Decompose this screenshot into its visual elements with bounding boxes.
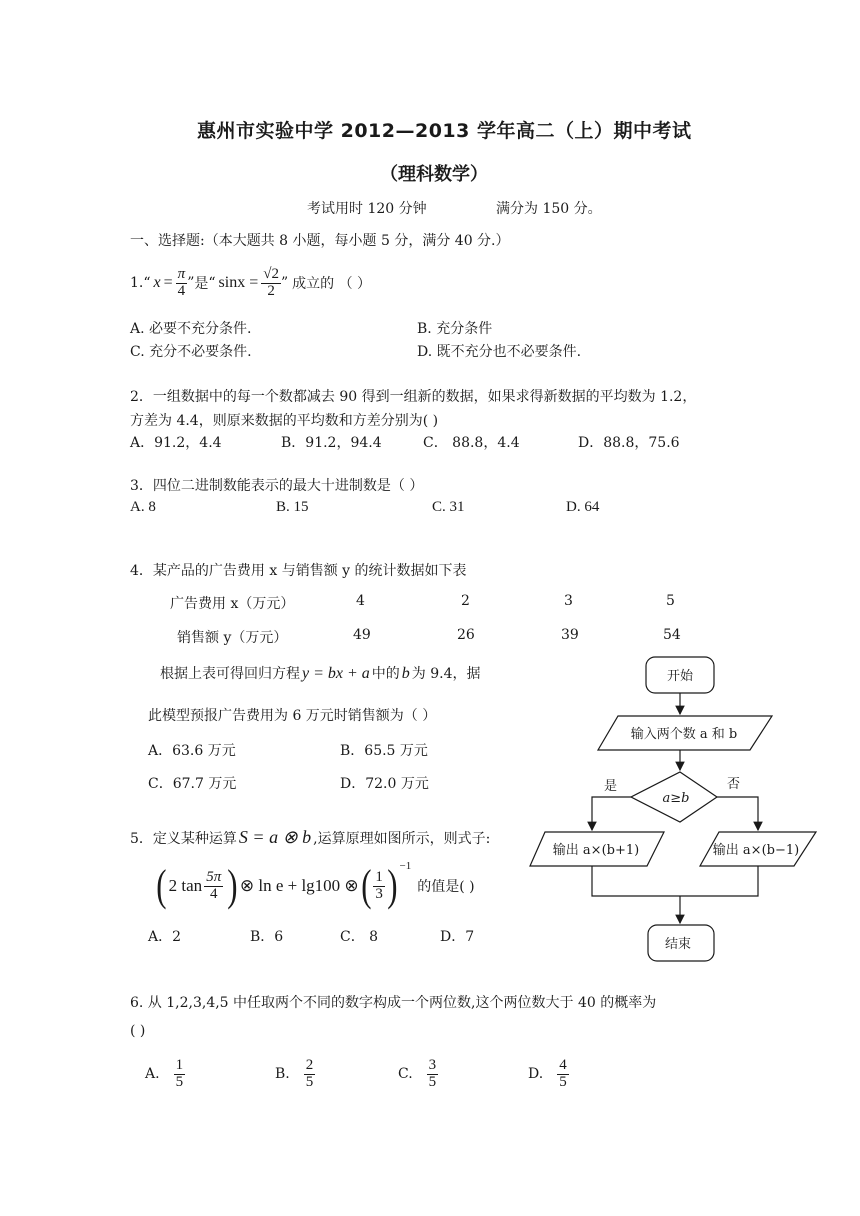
q4-option-d: D．72.0 万元 [340,776,429,792]
q3-option-a: A. 8 [130,499,156,515]
q6-frac [427,1058,439,1091]
flow-input-label: 输入两个数 a 和 b [630,727,738,742]
q5-option-a: A．2 [148,929,182,945]
q4-text: 根据上表可得回归方程 [160,666,300,682]
q6-option-b [275,1052,315,1096]
q6-num: 1 [175,1056,184,1073]
q5-5pi: 5π [206,868,222,885]
exam-subtitle: （理科数学） [380,164,488,185]
q1-quote: “ [143,275,151,291]
q4-table-cell: 5 [666,593,675,609]
flow-output-yes-label: 输出 a×(b+1) [552,843,640,858]
q5-frac-5pi-4 [204,870,223,903]
q4-equation: y = bx + a [302,665,370,682]
q6-den: 5 [305,1073,314,1090]
q1-number: 1. [130,275,144,291]
q5-option-c: C． 8 [340,929,379,945]
q6-den: 5 [559,1073,567,1090]
q6-option-label: A. [145,1066,160,1082]
q5-option-b: B．6 [250,929,284,945]
q2-option-a: A．91.2，4.4 [130,435,222,451]
q1-two: 2 [267,282,275,299]
q5-text: ,运算原理如图所示，则式子: [313,831,491,847]
q6-frac [557,1058,569,1091]
q4-table-cell: 2 [461,593,470,609]
q2-line2: 方差为 4.4，则原来数据的平均数和方差分别为( ) [130,413,439,429]
q1-sinx: sinx = [218,274,259,291]
q4-option-b: B．65.5 万元 [340,743,428,759]
q3-line1: 3．四位二进制数能表示的最大十进制数是（ ） [130,478,424,494]
left-paren: ( [360,861,372,910]
q6-option-d [528,1052,569,1096]
q5-text: 5．定义某种运算 [130,831,237,847]
exam-time: 考试用时 120 分钟 [307,201,427,217]
q6-option-a [145,1052,185,1096]
q5-four: 4 [209,885,218,902]
q4-table-cell: 26 [457,627,475,643]
q1-frac-sqrt2-2 [261,267,281,300]
exam-title: 惠州市实验中学 2012—2013 学年高二（上）期中考试 [197,120,692,142]
q1-quote: “ [208,275,216,291]
q5-option-d: D．7 [440,929,475,945]
q4-line3: 此模型预报广告费用为 6 万元时销售额为（ ） [148,708,437,724]
q3-option-b: B. 15 [276,499,309,515]
q4-table-cell: 4 [356,593,365,609]
q5-operation: S = a ⊗ b [238,827,312,847]
flow-decision-label: a≥b [662,791,690,806]
q6-option-label: D. [528,1066,544,1082]
q6-paren: ( ) [130,1023,146,1039]
q4-line1: 4．某产品的广告费用 x 与销售额 y 的统计数据如下表 [130,563,467,579]
q5-frac-1-3 [373,870,385,903]
q6-num: 2 [305,1056,314,1073]
q4-table-row2-label: 销售额 y（万元） [177,630,288,646]
q4-var-b: b [401,665,410,682]
q1-equals: = [163,274,173,291]
q1-option-a: A. 必要不充分条件. [130,321,252,337]
q1-pi: π [177,265,186,282]
q1-tail: 成立的 （ ） [292,276,372,292]
q4-table-cell: 54 [663,627,681,643]
q5-exponent: −1 [399,860,412,872]
q4-line2 [160,663,481,683]
left-paren: ( [156,861,167,910]
q6-frac [174,1058,186,1091]
flow-no-label: 否 [727,777,741,792]
q4-option-a: A．63.6 万元 [148,743,236,759]
q1-frac-pi-4 [176,267,188,300]
q2-line1: 2．一组数据中的每一个数都减去 90 得到一组新的数据，如果求得新数据的平均数为 1.2， [130,389,697,405]
q6-option-label: B. [275,1066,290,1082]
q6-option-c [398,1052,438,1096]
q4-table-row1-label: 广告费用 x（万元） [170,596,295,612]
flow-start-label: 开始 [666,669,694,684]
flow-output-no-label: 输出 a×(b−1) [712,843,800,858]
q1-quote: ” [187,275,195,291]
q2-option-b: B．91.2，94.4 [281,435,382,451]
q1-sqrt2: √2 [263,265,279,282]
q4-table-cell: 3 [564,593,573,609]
q4-text: 中的 [371,666,400,682]
q6-frac [304,1058,316,1091]
flow-end-label: 结束 [664,937,692,952]
q1-four: 4 [177,282,186,299]
q5-one: 1 [375,868,383,885]
q4-table-cell: 49 [353,627,371,643]
q6-line1: 6. 从 1,2,3,4,5 中任取两个不同的数字构成一个两位数,这个两位数大于 40 的概率为 [130,995,657,1011]
q6-num: 3 [428,1056,437,1073]
q6-num: 4 [559,1056,567,1073]
q1-option-b: B. 充分条件 [417,321,493,337]
q1-var-x: x [153,274,161,291]
question-1 [130,258,371,308]
right-paren: ) [227,861,238,910]
flow-yes-label: 是 [604,779,618,794]
q2-option-c: C． 88.8，4.4 [423,435,520,451]
q5-three: 3 [375,885,383,902]
q5-2tan: 2 tan [168,876,203,895]
q6-den: 5 [428,1073,437,1090]
q5-line1 [130,827,490,848]
q1-is: 是 [194,276,209,292]
q3-option-d: D. 64 [566,499,600,515]
q5-text: 的值是( ) [417,879,475,895]
q5-expression [154,858,475,914]
q1-option-d: D. 既不充分也不必要条件. [417,344,582,360]
q6-option-label: C. [398,1066,413,1082]
section-heading: 一、选择题:（本大题共 8 小题，每小题 5 分，满分 40 分.） [130,233,510,249]
q4-table-cell: 39 [561,627,579,643]
q4-text: 为 9.4，据 [411,666,481,682]
q4-option-c: C．67.7 万元 [148,776,237,792]
flowchart [500,640,820,970]
q1-quote: ” [280,275,289,291]
q1-option-c: C. 充分不必要条件. [130,344,252,360]
q2-option-d: D．88.8，75.6 [578,435,680,451]
right-paren: ) [387,861,398,910]
q6-den: 5 [175,1073,184,1090]
exam-score: 满分为 150 分。 [496,201,602,217]
q5-middle: ⊗ ln e + lg100 ⊗ [239,876,359,895]
q3-option-c: C. 31 [432,499,465,515]
